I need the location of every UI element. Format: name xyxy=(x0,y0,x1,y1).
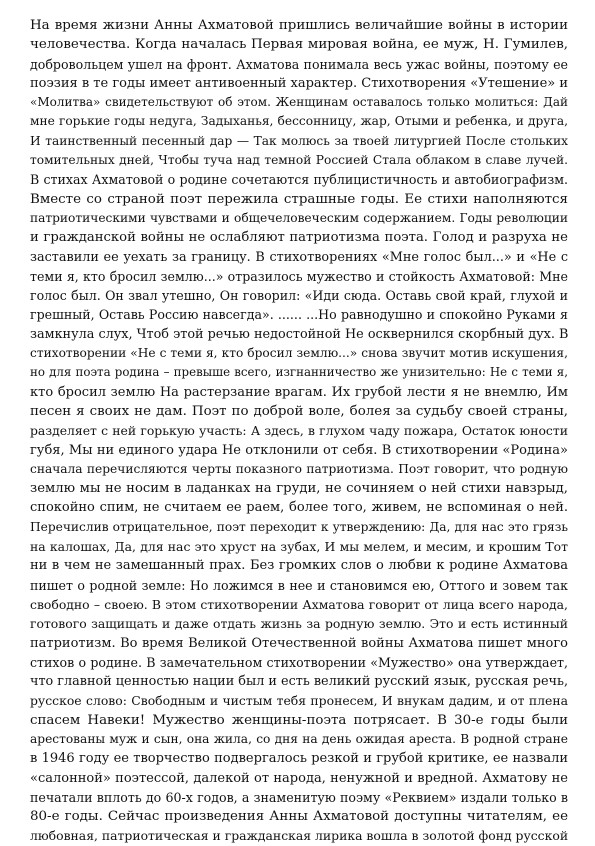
text-line: арестованы муж и сын, она жила, со дня на день ожидая ареста. В родной стране xyxy=(30,731,568,746)
text-line: в 1946 году ее творчество подвергалось резкой и грубой критике, ее назвали xyxy=(30,751,568,767)
text-line: разделяет с ней горькую участь: А здесь, в глухом чаду пожара, Остаток юности xyxy=(30,423,568,439)
text-line: голос был. Он звал утешно, Он говорил: «Иди сюда. Оставь свой край, глухой и xyxy=(30,288,568,304)
text-line: спасем Навеки! Мужество женщины-поэта потрясает. В 30-е годы были xyxy=(30,712,568,728)
text-line: стихотворении «Не с теми я, кто бросил землю...» снова звучит мотив искушения, xyxy=(30,346,568,361)
text-line: на калошах, Да, для нас это хруст на зубах, И мы мелем, и месим, и крошим Тот xyxy=(30,539,568,555)
text-line: замкнула слух, Чтоб этой речью недостойной Не осквернился скорбный дух. В xyxy=(30,326,568,342)
text-line: русское слово: Свободным и чистым тебя пронесем, И внукам дадим, и от плена xyxy=(30,693,568,709)
text-line: На время жизни Анны Ахматовой пришлись величайшие войны в истории xyxy=(30,18,568,33)
text-line: поэзия в те годы имеет антивоенный характер. Стихотворения «Утешение» и xyxy=(30,75,568,91)
text-line: патриотическими чувствами и общечеловеческим содержанием. Годы революции xyxy=(30,210,568,225)
text-line: ни в чем не замешанный прах. Без громких слов о любви к родине Ахматова xyxy=(30,558,568,574)
text-line: «Молитва» свидетельствуют об этом. Женщинам оставалось только молиться: Дай xyxy=(30,95,568,110)
text-line: мне горькие годы недуга, Задыханья, бессонницу, жар, Отыми и ребенка, и друга, xyxy=(30,114,568,129)
text-line: любовная, патриотическая и гражданская лирика вошла в золотой фонд русской xyxy=(30,828,568,844)
text-line: песен я своих не дам. Поэт по доброй воле, болея за судьбу своей страны, xyxy=(30,403,568,419)
text-line: грешный, Оставь Россию навсегда». ...... ...Но равнодушно и спокойно Руками я xyxy=(30,307,568,323)
text-line: 80-е годы. Сейчас произведения Анны Ахматовой доступны читателям, ее xyxy=(30,809,568,825)
text-line: человечества. Когда началась Первая мировая война, ее муж, Н. Гумилев, xyxy=(30,37,568,53)
text-line: В стихах Ахматовой о родине сочетаются публицистичность и автобиографизм. xyxy=(30,172,568,188)
text-line: кто бросил землю На растерзание врагам. Их грубой лести я не внемлю, Им xyxy=(30,384,568,400)
text-line: сначала перечисляются черты показного патриотизма. Поэт говорит, что родную xyxy=(30,461,568,476)
text-line: землю мы не носим в ладанках на груди, не сочиняем о ней стихи навзрыд, xyxy=(30,481,568,497)
body-text xyxy=(30,16,568,846)
text-line: спокойно спим, не считаем ее раем, более того, живем, не вспоминая о ней. xyxy=(30,500,568,516)
text-line: патриотизм. Во время Великой Отечественной войны Ахматова пишет много xyxy=(30,635,568,651)
text-line: стихов о родине. В замечательном стихотворении «Мужество» она утверждает, xyxy=(30,654,568,670)
text-line: теми я, кто бросил землю...» отразилось мужество и стойкость Ахматовой: Мне xyxy=(30,268,568,284)
text-line: добровольцем ушел на фронт. Ахматова понимала весь ужас войны, поэтому ее xyxy=(30,56,568,72)
text-line: что главной ценностью нации был и есть великий русский язык, русская речь, xyxy=(30,674,568,690)
text-line: но для поэта родина – превыше всего, изгнанничество же унизительно: Не с теми я, xyxy=(30,365,568,380)
text-line: печатали вплоть до 60-х годов, а знаменитую поэму «Реквием» издали только в xyxy=(30,789,568,805)
text-line: Вместе со страной поэт пережила страшные годы. Ее стихи наполняются xyxy=(30,191,568,207)
text-line: Перечислив отрицательное, поэт переходит к утверждению: Да, для нас это грязь xyxy=(30,519,568,534)
text-line: пишет о родной земле: Но ложимся в нее и становимся ею, Оттого и зовем так xyxy=(30,577,568,593)
text-line: губя, Мы ни единого удара Не отклонили от себя. В стихотворении «Родина» xyxy=(30,442,568,458)
text-line: заставили ее уехать за границу. В стихотворениях «Мне голос был...» и «Не с xyxy=(30,249,568,265)
text-line: и гражданской войны не ослабляют патриотизма поэта. Голод и разруха не xyxy=(30,230,568,246)
text-line: И таинственный песенный дар — Так молюсь за твоей литургией После стольких xyxy=(30,133,568,148)
text-line: свободно – своею. В этом стихотворении Ахматова говорит от лица всего народа, xyxy=(30,596,568,612)
text-line: готового защищать и даже отдать жизнь за родную землю. Это и есть истинный xyxy=(30,616,568,632)
text-line: «салонной» поэтессой, далекой от народа, ненужной и вредной. Ахматову не xyxy=(30,770,568,786)
text-line: томительных дней, Чтобы туча над темной Россией Стала облаком в славе лучей. xyxy=(30,153,568,168)
